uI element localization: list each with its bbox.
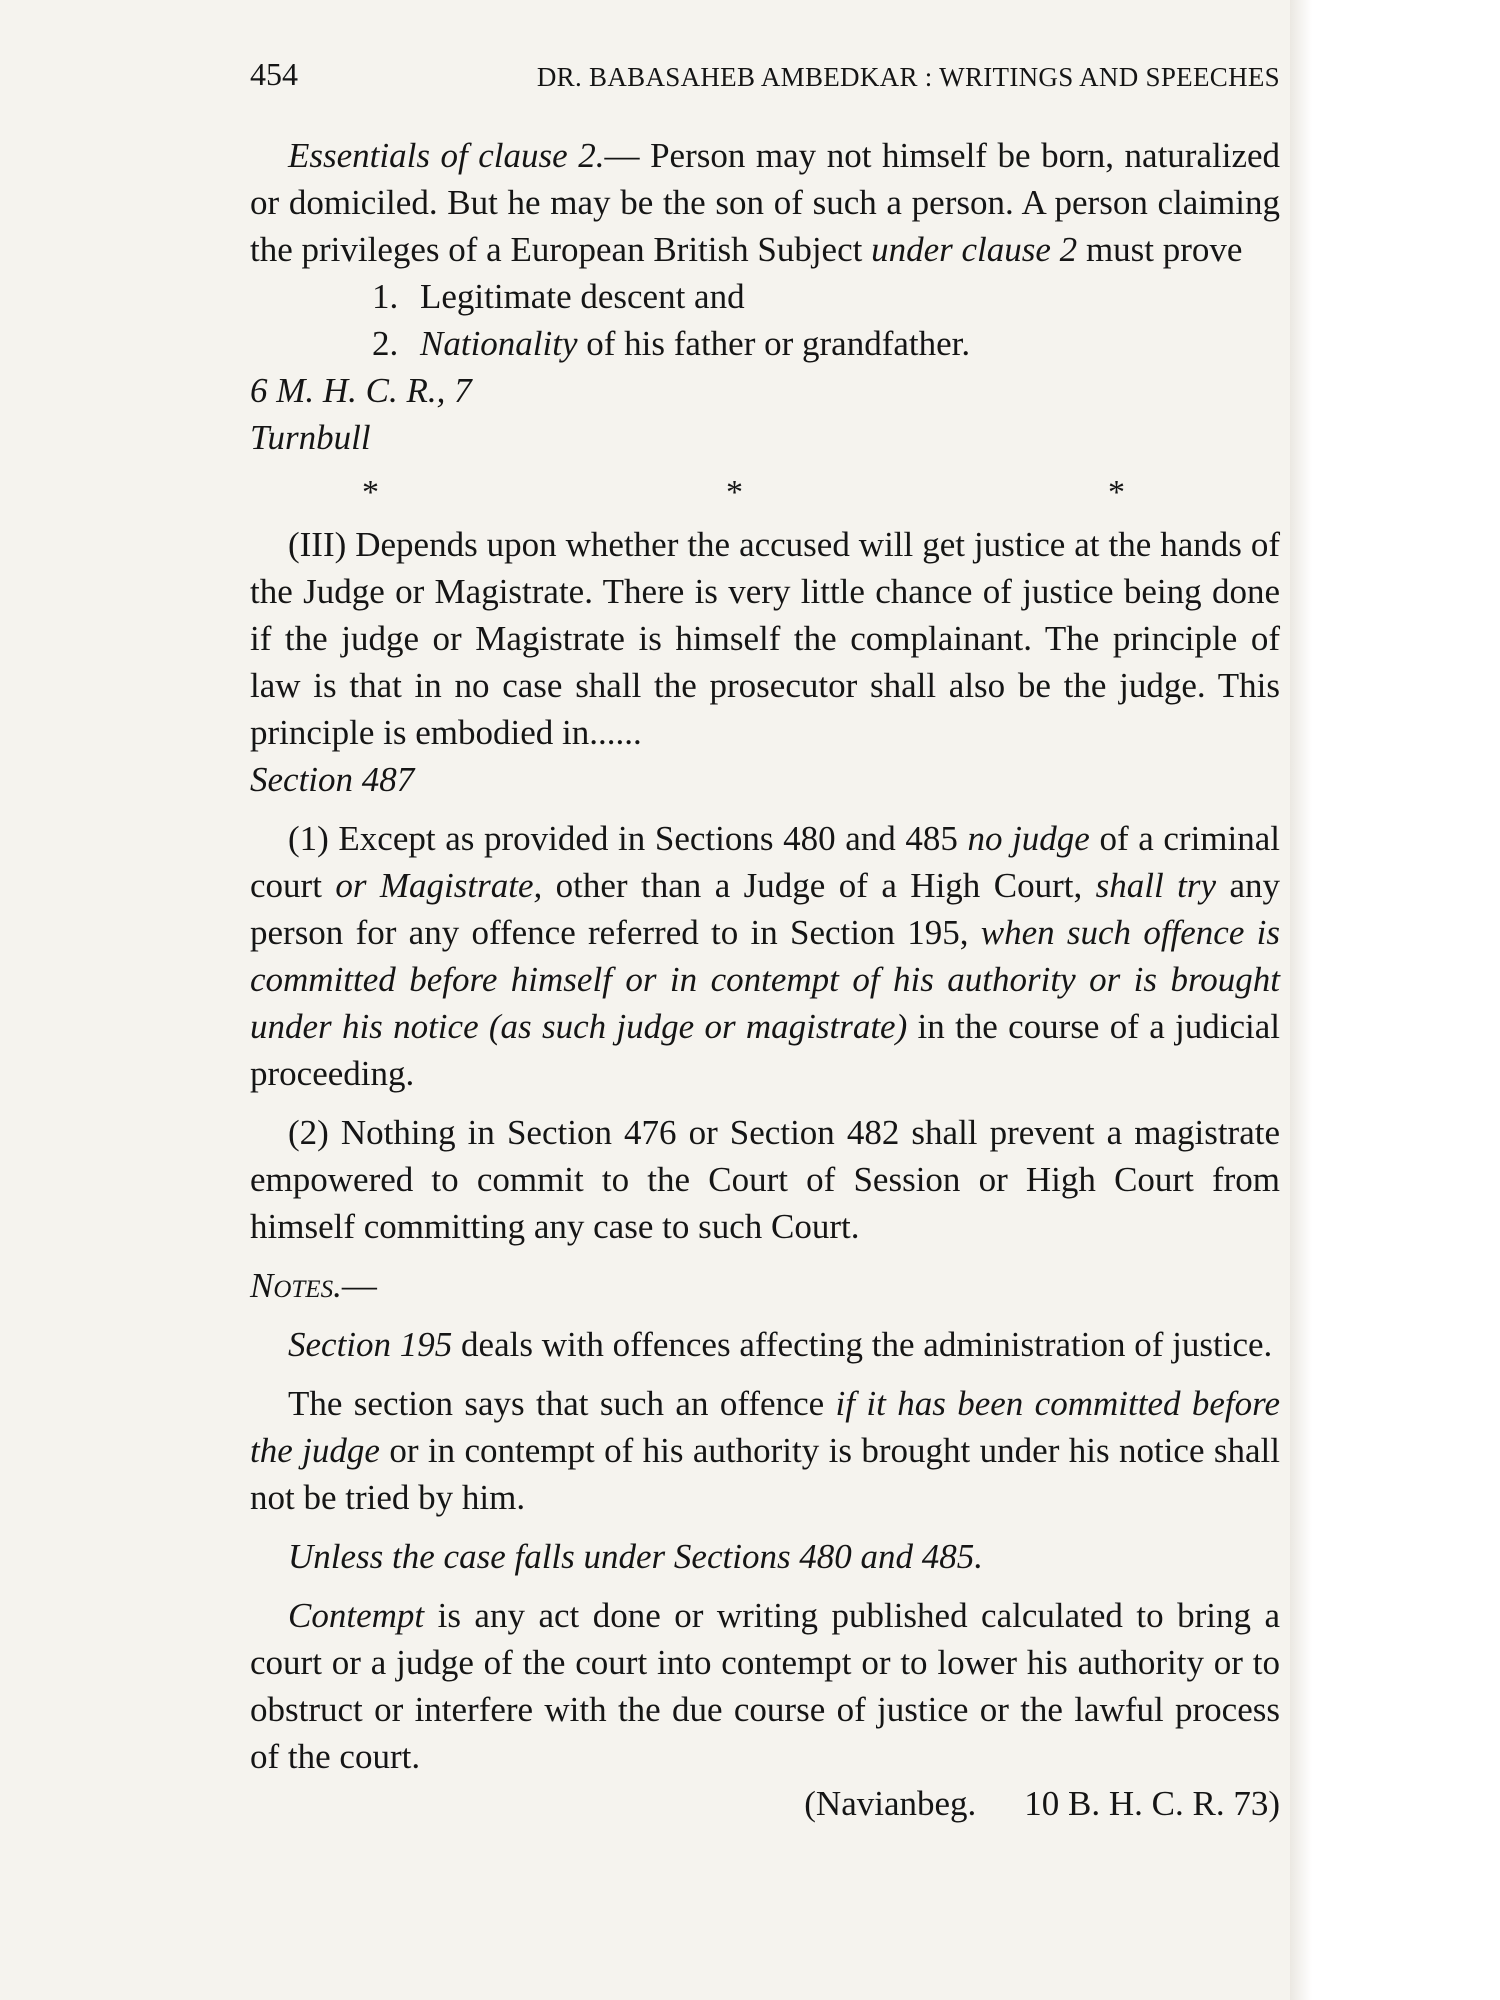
list-item: 1. Legitimate descent and <box>372 277 745 316</box>
citation-name: Turnbull <box>250 418 371 457</box>
paragraph-justice: (III) Depends upon whether the accused will get justice at the hands of the Judge or Magistrate. There is very little chance of justice being done if the judge or Magistrate is himself the complainant. The principle of law is that in no case shall the prosecutor shall also be the judge. This principle is embodied in...... <box>250 525 1280 752</box>
asterisk: * <box>1108 474 1125 511</box>
note-paragraph: The section says that such an offence if it has been committed before the judge or in contempt of his authority is brought under his notice shall not be tried by him. <box>250 1384 1280 1517</box>
book-title: DR. BABASAHEB AMBEDKAR : WRITINGS AND SPEECHES <box>536 62 1280 92</box>
note-paragraph: Section 195 deals with offences affecting the administration of justice. <box>288 1325 1273 1364</box>
notes-heading: Notes.— <box>250 1266 377 1305</box>
note-paragraph: Unless the case falls under Sections 480 and 485. <box>288 1537 984 1576</box>
section-clause-2: (2) Nothing in Section 476 or Section 482 shall prevent a magistrate empowered to commit to the Court of Session or High Court from himself committing any case to such Court. <box>250 1113 1280 1246</box>
page-body <box>250 132 1280 1827</box>
essentials-heading: Essentials of clause 2. <box>288 136 605 175</box>
page-edge <box>1290 0 1312 2000</box>
section-heading: Section 487 <box>250 760 415 799</box>
asterisk: * <box>726 474 743 511</box>
asterisk: * <box>362 474 379 511</box>
section-clause-1: (1) Except as provided in Sections 480 and 485 no judge of a criminal court or Magistrate, other than a Judge of a High Court, shall try any person for any offence referred to in Section 195, when such offence is committed before himself or in contempt of his authority or is brought under his notice (as such judge or magistrate) in the course of a judicial proceeding. <box>250 819 1281 1093</box>
note-paragraph: Contempt is any act done or writing published calculated to bring a court or a judge of the court into contempt or to lower his authority or to obstruct or interfere with the due course of justice or the lawful process of the court. <box>250 1596 1280 1776</box>
list-item: 2. Nationality of his father or grandfather. <box>372 324 971 363</box>
citation-reference: 6 M. H. C. R., 7 <box>250 371 472 410</box>
paragraph-essentials: Essentials of clause 2.— Person may not himself be born, naturalized or domiciled. But he may be the son of such a person. A person claiming the privileges of a European British Subject under clause 2 must prove <box>250 136 1281 269</box>
running-header <box>250 56 1280 96</box>
page-number: 454 <box>250 56 298 92</box>
section-break <box>250 461 1280 509</box>
case-reference: (Navianbeg. 10 B. H. C. R. 73) <box>804 1784 1280 1823</box>
